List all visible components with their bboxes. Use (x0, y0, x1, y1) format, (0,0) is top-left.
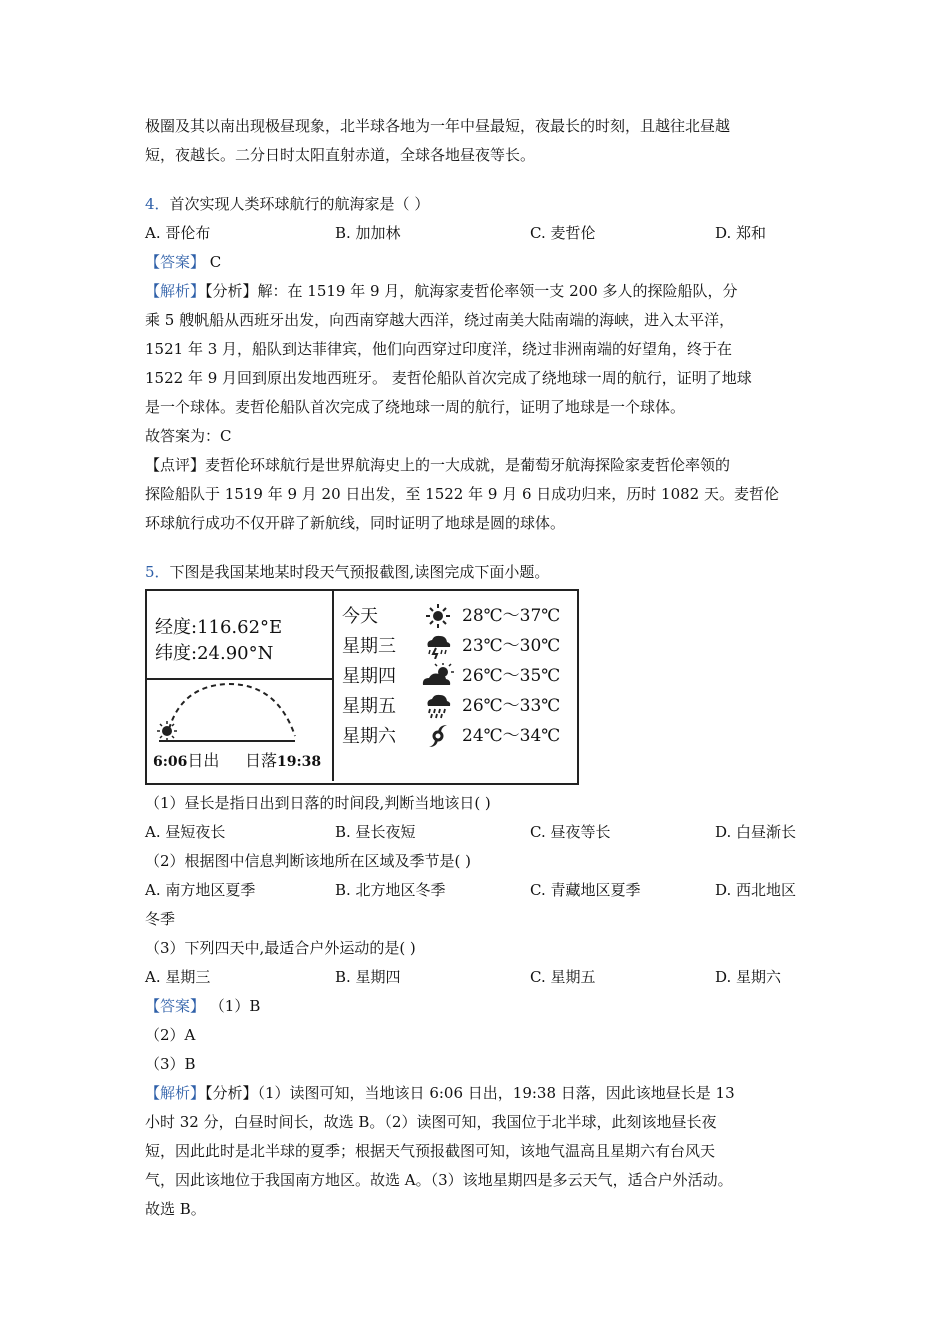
analysis-line: 短，因此此时是北半球的夏季；根据天气预报截图可知，该地气温高且星期六有台风天 (145, 1142, 716, 1160)
option: B. 加加林 (335, 224, 401, 242)
forecast-temp: 26℃～35℃ (462, 665, 561, 686)
longitude-label: 经度:116.62°E (155, 617, 283, 638)
question-4-options (145, 219, 810, 248)
option: B. 昼长夜短 (335, 823, 416, 841)
divider (147, 678, 332, 680)
option: A. 哥伦布 (145, 224, 211, 242)
comment-line: 探险船队于 1519 年 9 月 20 日出发，至 1522 年 9 月 6 日成功归来，历时 1082 天。麦哲伦 (145, 485, 779, 503)
analysis-line: 小时 32 分，白昼时间长，故选 B。（2）读图可知，我国位于北半球，此刻该地昼长夜 (145, 1113, 717, 1131)
option: C. 麦哲伦 (530, 224, 596, 242)
question-number: 4． (145, 195, 170, 213)
location-panel (147, 591, 332, 781)
typhoon-icon (414, 723, 462, 749)
analysis-line: 气，因此该地位于我国南方地区。故选 A。（3）该地星期四是多云天气，适合户外活动。 (145, 1171, 733, 1189)
option-wrap: 冬季 (145, 910, 176, 928)
sub-question-1-options (145, 818, 810, 847)
forecast-temp: 28℃～37℃ (462, 605, 561, 626)
sub-question-1-stem: （1）昼长是指日出到日落的时间段,判断当地该日( ) (145, 794, 491, 812)
latitude-label: 纬度:24.90°N (155, 643, 274, 664)
forecast-day: 星期六 (342, 725, 396, 747)
forecast-day: 星期四 (342, 665, 396, 687)
forecast-day: 星期五 (342, 695, 396, 717)
question-4-stem: 4．首次实现人类环球航行的航海家是（ ） (145, 195, 430, 213)
option: B. 北方地区冬季 (335, 881, 446, 899)
option: C. 昼夜等长 (530, 823, 611, 841)
sub-question-2-stem: （2）根据图中信息判断该地所在区域及季节是( ) (145, 852, 472, 870)
heavy-rain-icon (414, 693, 462, 719)
forecast-temp: 24℃～34℃ (462, 725, 561, 746)
question-4-answer: 【答案】 C (145, 253, 222, 271)
forecast-row (342, 721, 572, 751)
sub-question-3-stem: （3）下列四天中,最适合户外运动的是( ) (145, 939, 416, 957)
option: D. 郑和 (715, 224, 767, 242)
sub-question-3-options (145, 963, 810, 992)
option: C. 青藏地区夏季 (530, 881, 641, 899)
forecast-row (342, 631, 572, 661)
forecast-row (342, 691, 572, 721)
comment-line: 环球航行成功不仅开辟了新航线，同时证明了地球是圆的球体。 (145, 514, 566, 532)
intro-line: 短，夜越长。二分日时太阳直射赤道，全球各地昼夜等长。 (145, 146, 536, 164)
analysis-line: 是一个球体。麦哲伦船队首次完成了绕地球一周的航行，证明了地球是一个球体。 (145, 398, 686, 416)
sunrise-label: 6:06日出 (153, 751, 220, 770)
sub-question-2-options (145, 876, 810, 905)
question-5-stem: 5．下图是我国某地某时段天气预报截图,读图完成下面小题。 (145, 563, 550, 581)
forecast-day: 今天 (342, 605, 378, 627)
answer-line: （3）B (145, 1055, 196, 1073)
option: D. 白昼渐长 (715, 823, 797, 841)
question-number: 5． (145, 563, 170, 581)
partly-cloudy-icon (414, 663, 462, 689)
option: A. 南方地区夏季 (145, 881, 256, 899)
intro-line: 极圈及其以南出现极昼现象，北半球各地为一年中昼最短，夜最长的时刻，且越往北昼越 (145, 117, 731, 135)
analysis-line: 1522 年 9 月回到原出发地西班牙。 麦哲伦船队首次完成了绕地球一周的航行，证明了地球 (145, 369, 752, 387)
question-5-analysis: 【解析】【分析】（1）读图可知，当地该日 6:06 日出，19:38 日落，因此该地昼长是 13 (145, 1084, 735, 1102)
analysis-line: 故选 B。 (145, 1200, 206, 1218)
answer-line: （2）A (145, 1026, 196, 1044)
forecast-temp: 26℃～33℃ (462, 695, 561, 716)
forecast-list (342, 601, 572, 751)
option: D. 西北地区 (715, 881, 797, 899)
analysis-line: 乘 5 艘帆船从西班牙出发，向西南穿越大西洋，绕过南美大陆南端的海峡，进入太平洋， (145, 311, 735, 329)
sunset-label: 日落19:38 (245, 751, 322, 770)
forecast-day: 星期三 (342, 635, 396, 657)
forecast-row (342, 661, 572, 691)
option: A. 星期三 (145, 968, 211, 986)
forecast-temp: 23℃～30℃ (462, 635, 561, 656)
sun-icon (157, 721, 177, 741)
sun-icon (414, 603, 462, 629)
comment-line: 【点评】麦哲伦环球航行是世界航海史上的一大成就，是葡萄牙航海探险家麦哲伦率领的 (145, 456, 731, 474)
divider (332, 591, 334, 781)
question-4-analysis: 【解析】【分析】解：在 1519 年 9 月，航海家麦哲伦率领一支 200 多人的探险船队，分 (145, 282, 738, 300)
document-page (145, 112, 810, 1224)
analysis-line: 故答案为：C (145, 427, 232, 445)
option: A. 昼短夜长 (145, 823, 226, 841)
option: D. 星期六 (715, 968, 782, 986)
forecast-row (342, 601, 572, 631)
analysis-line: 1521 年 3 月，船队到达菲律宾，他们向西穿过印度洋，绕过非洲南端的好望角，终于在 (145, 340, 733, 358)
option: B. 星期四 (335, 968, 401, 986)
weather-forecast-figure (145, 589, 579, 785)
question-5-answer: 【答案】 （1）B (145, 997, 261, 1015)
option: C. 星期五 (530, 968, 596, 986)
thunderstorm-icon (414, 633, 462, 659)
